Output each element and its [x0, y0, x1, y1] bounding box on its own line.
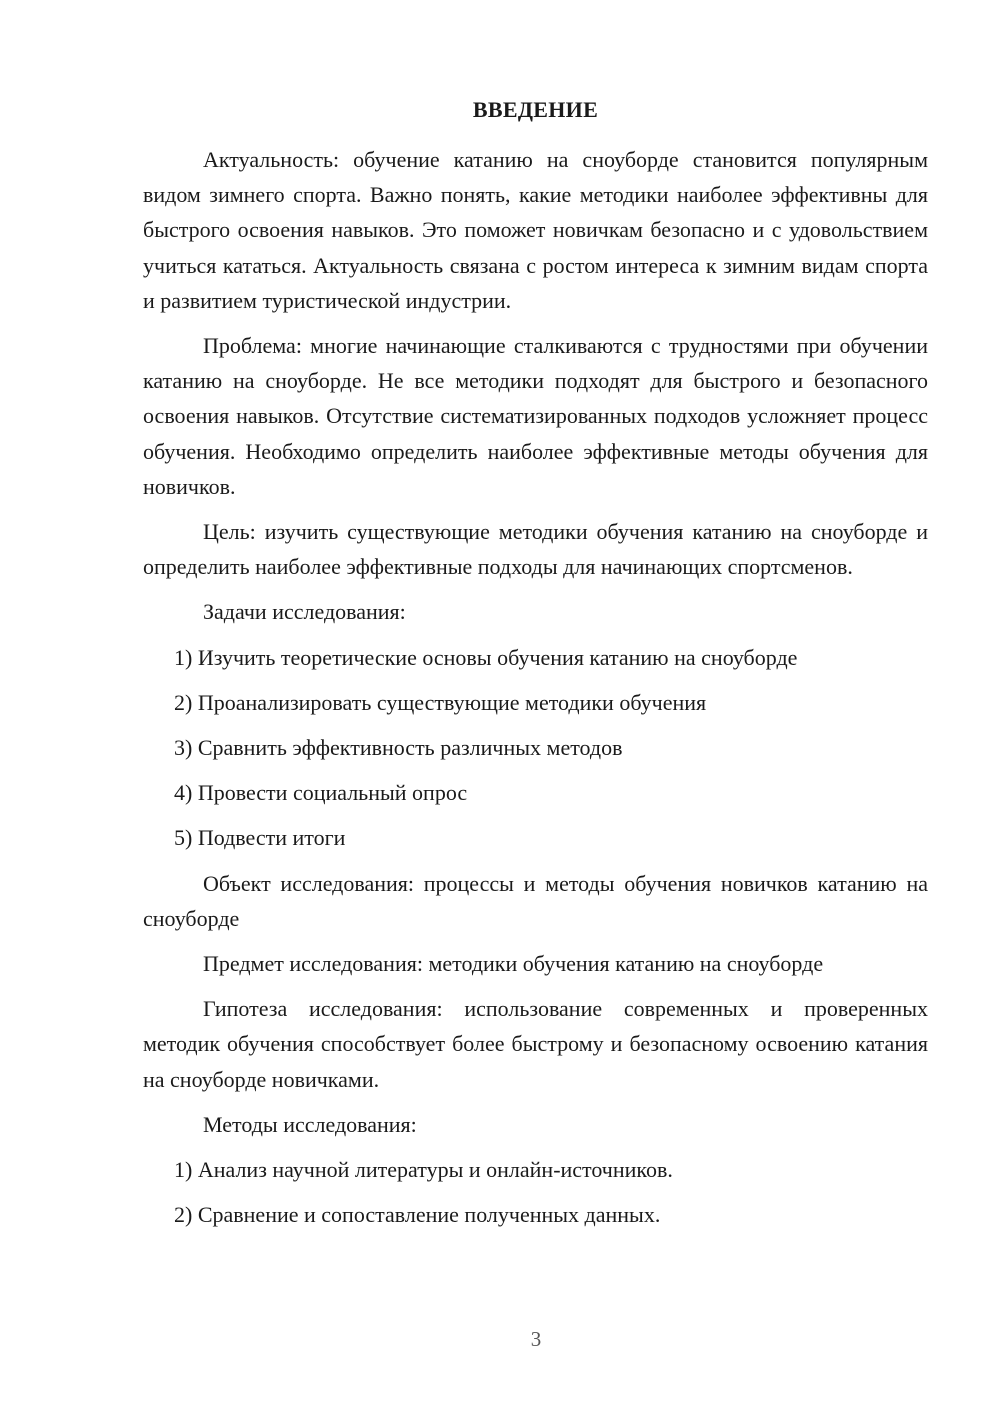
- document-page: [143, 94, 928, 1242]
- hypothesis-paragraph: Гипотеза исследования: использование современных и проверенных методик обучения способствует более быстрому и безопасному освоению катания на сноуборде новичками.: [143, 996, 928, 1092]
- method-item-2: 2) Сравнение и сопоставление полученных данных.: [174, 1202, 661, 1228]
- page-number: 3: [530, 1327, 542, 1351]
- methods-label: Методы исследования:: [203, 1111, 417, 1137]
- task-item-5: 5) Подвести итоги: [174, 825, 346, 851]
- subject-paragraph: Предмет исследования: методики обучения катанию на сноуборде: [203, 951, 824, 977]
- relevance-paragraph: Актуальность: обучение катанию на сноуборде становится популярным видом зимнего спорта. Важно понять, какие методики наиболее эффективны для быстрого освоения навыков. Это поможет новичкам безопасно и с удовольствием учиться кататься. Актуальность связана с ростом интереса к зимним видам спорта и развитием туристической индустрии.: [143, 147, 928, 313]
- problem-paragraph: Проблема: многие начинающие сталкиваются с трудностями при обучении катанию на сноуборде. Не все методики подходят для быстрого и безопасного освоения навыков. Отсутствие систематизированных подходов усложняет процесс обучения. Необходимо определить наиболее эффективные методы обучения для новичков.: [143, 333, 928, 499]
- task-item-2: 2) Проанализировать существующие методики обучения: [174, 689, 707, 715]
- tasks-label: Задачи исследования:: [203, 599, 406, 625]
- goal-paragraph: Цель: изучить существующие методики обучения катанию на сноуборде и определить наиболее эффективные подходы для начинающих спортсменов.: [143, 519, 928, 580]
- task-item-4: 4) Провести социальный опрос: [174, 780, 468, 806]
- task-item-3: 3) Сравнить эффективность различных методов: [174, 735, 623, 761]
- task-item-1: 1) Изучить теоретические основы обучения катанию на сноуборде: [174, 644, 798, 670]
- method-item-1: 1) Анализ научной литературы и онлайн-источников.: [174, 1157, 673, 1183]
- section-title: ВВЕДЕНИЕ: [472, 97, 599, 122]
- object-paragraph: Объект исследования: процессы и методы обучения новичков катанию на сноуборде: [143, 870, 928, 931]
